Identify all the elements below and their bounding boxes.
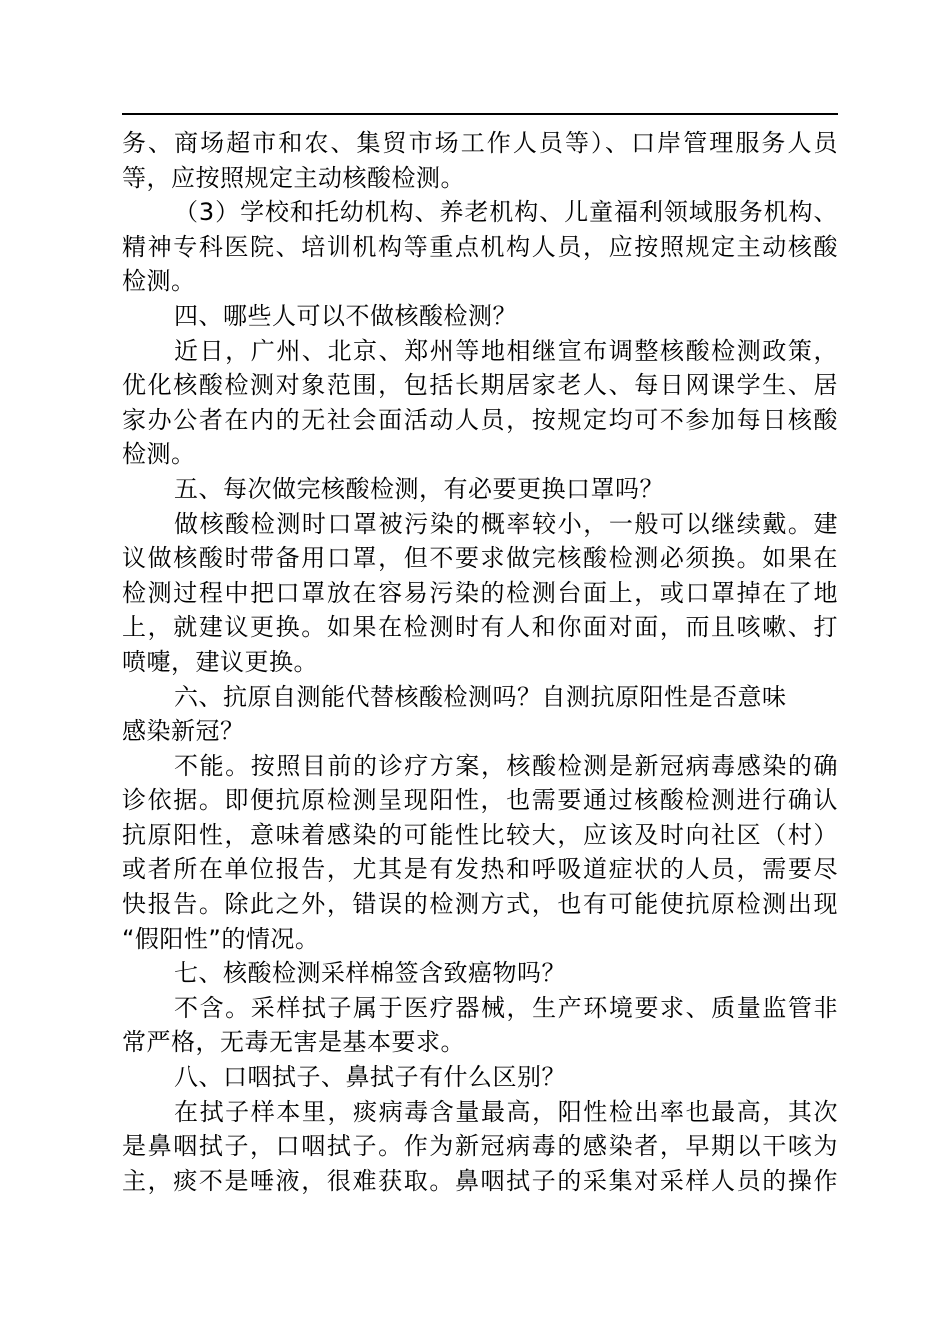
paragraph-line: 在拭子样本里，痰病毒含量最高，阳性检出率也最高，其次 bbox=[174, 1097, 838, 1126]
paragraph-line: 不含。采样拭子属于医疗器械，生产环境要求、质量监管非 bbox=[174, 993, 838, 1022]
section-heading: 七、核酸检测采样棉签含致癌物吗？ bbox=[174, 959, 566, 988]
section-heading: 四、哪些人可以不做核酸检测？ bbox=[174, 301, 517, 330]
paragraph-line: 优化核酸检测对象范围，包括长期居家老人、每日网课学生、居 bbox=[122, 371, 838, 400]
paragraph-line: 检测。 bbox=[122, 440, 196, 469]
paragraph-line: 是鼻咽拭子，口咽拭子。作为新冠病毒的感染者，早期以干咳为 bbox=[122, 1132, 838, 1161]
paragraph-line: 议做核酸时带备用口罩，但不要求做完核酸检测必须换。如果在 bbox=[122, 544, 838, 573]
paragraph-line: 家办公者在内的无社会面活动人员，按规定均可不参加每日核酸 bbox=[122, 405, 838, 434]
paragraph-line: 检测过程中把口罩放在容易污染的检测台面上，或口罩掉在了地 bbox=[122, 578, 838, 607]
paragraph-line: 做核酸检测时口罩被污染的概率较小，一般可以继续戴。建 bbox=[174, 509, 838, 538]
paragraph-line: 抗原阳性，意味着感染的可能性比较大，应该及时向社区（村） bbox=[122, 820, 838, 849]
paragraph-line: “假阳性”的情况。 bbox=[122, 924, 320, 953]
paragraph-line: 上，就建议更换。如果在检测时有人和你面对面，而且咳嗽、打 bbox=[122, 613, 838, 642]
section-heading: 五、每次做完核酸检测，有必要更换口罩吗？ bbox=[174, 474, 664, 503]
paragraph-line: 务、商场超市和农、集贸市场工作人员等）、口岸管理服务人员 bbox=[122, 129, 838, 157]
paragraph-line: 常严格，无毒无害是基本要求。 bbox=[122, 1028, 465, 1057]
section-heading: 六、抗原自测能代替核酸检测吗？自测抗原阳性是否意味 bbox=[174, 682, 787, 711]
paragraph-line: 诊依据。即便抗原检测呈现阳性，也需要通过核酸检测进行确认 bbox=[122, 786, 838, 815]
document-body bbox=[122, 126, 838, 1198]
paragraph-line: （3）学校和托幼机构、养老机构、儿童福利领域服务机构、 bbox=[174, 198, 838, 227]
paragraph-line: 等，应按照规定主动核酸检测。 bbox=[122, 163, 465, 192]
paragraph-line: 主，痰不是唾液，很难获取。鼻咽拭子的采集对采样人员的操作 bbox=[122, 1166, 838, 1195]
section-heading: 八、口咽拭子、鼻拭子有什么区别？ bbox=[174, 1063, 566, 1092]
section-heading-continued: 感染新冠？ bbox=[122, 717, 245, 746]
header-rule bbox=[122, 113, 838, 115]
paragraph-line: 不能。按照目前的诊疗方案，核酸检测是新冠病毒感染的确 bbox=[174, 751, 838, 780]
paragraph-line: 精神专科医院、培训机构等重点机构人员，应按照规定主动核酸 bbox=[122, 232, 838, 261]
paragraph-line: 或者所在单位报告，尤其是有发热和呼吸道症状的人员，需要尽 bbox=[122, 855, 838, 884]
paragraph-line: 快报告。除此之外，错误的检测方式，也有可能使抗原检测出现 bbox=[122, 890, 838, 919]
paragraph-line: 喷嚏，建议更换。 bbox=[122, 647, 318, 676]
paragraph-line: 近日，广州、北京、郑州等地相继宣布调整核酸检测政策， bbox=[174, 336, 838, 365]
paragraph-line: 检测。 bbox=[122, 267, 196, 296]
